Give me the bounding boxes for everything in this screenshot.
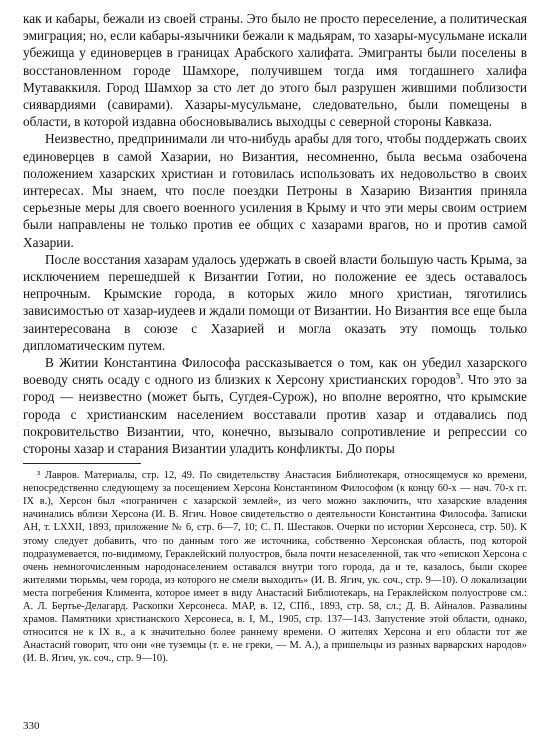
paragraph-4-text-before: В Житии Константина Философа рассказывается о том, как он убедил хазарского воеводу снять осаду с одного из близких к Херсону христианских городов — [23, 355, 527, 388]
footnote-3: ³ Лавров. Материалы, стр. 12, 49. По свидетельству Анастасия Библиотекаря, относящемуся ко времени, непосредственно следующему за посещением Херсона Константином Философом (к концу 60-х — нач. 70-х гг. IX в.), Херсон был «пограничен с хазарской землей», из чего можно заключить, что хазарские владения начинались вблизи Херсона (И. В. Ягич. Новое свидетельство о деятельности Константина Философа. Записки АН, т. LXXII, 1893, приложение № 6, стр. 6—7, 10; С. П. Шестаков. Очерки по истории Херсонеса, стр. 50). К этому следует добавить, что по данным того же источника, собственно Херсонская область, под которой подразумевается, по-видимому, Гераклейский полуостров, была почти незаселенной, так что «епископ Херсона с очень немногочисленным народонаселением оставался внутри того города, да и те, казалось, были скорее жителями тюрьмы, чем города, из которого не смели выходить» (И. В. Ягич, ук. соч., стр. 9—10). О локализации места погребения Климента, которое имеет в виду Анастасий Библиотекарь, на Гераклейском полуострове см.: А. Л. Бертье-Делагард. Раскопки Херсонеса. МАР, в. 12, СПб., 1893, стр. 58, сл.; Д. В. Айналов. Развалины храмов. Памятники христианского Херсонеса, в. I, М., 1905, стр. 137—143. Запустение этой области, однако, относится не к IX в., а к значительно более раннему времени. О жителях Херсона и его области тот же Анастасий говорит, что они «не туземцы (т. е. не греки, — М. А.), а пришельцы из разных варварских народов» (И. В. Ягич, ук. соч., стр. 9—10). — [23, 470, 527, 664]
paragraph-1: как и кабары, бежали из своей страны. Это было не просто переселение, а политическая эмиграция; но, если кабары-язычники бежали к мадьярам, то хазары-мусульмане искали убежища у единоверцев в границах Арабского халифата. Эмигранты были поселены в восстановленном городе Шамхоре, получившем тогда имя тогдашнего халифа Мутаваккиля. Город Шамхор за сто лет до этого был разрушен жившими поблизости сиявардиями (савирами). Хазары-мусульмане, следовательно, были помещены в области, в которой издавна обосновывались выходцы с северной стороны Кавказа. — [23, 11, 527, 130]
main-text — [23, 10, 527, 457]
paragraph-3: После восстания хазарам удалось удержать в своей власти большую часть Крыма, за исключением перешедшей к Византии Готии, но положение ее здесь оставалось непрочным. Крымские города, в которых жило много христиан, тяготились зависимостью от хазар-иудеев и ждали помощи от Византии. Но Византия все еще была заинтересована в союзе с Хазарией и могла оказать эту помощь только дипломатическим путем. — [23, 251, 527, 353]
paragraph-2: Неизвестно, предпринимали ли что-нибудь арабы для того, чтобы поддержать своих единоверцев в самой Хазарии, но Византия, несомненно, была весьма озабочена положением хазарских христиан и готовилась использовать их недовольство в своих интересах. Мы знаем, что после поездки Петроны в Хазарию Византия приняла серьезные меры для своего военного усиления в Крыму и что эти меры своим острием были направлены не только против ее общих с хазарами врагов, но и против самой Хазарии. — [23, 131, 527, 250]
footnote-marker: 3 — [455, 370, 461, 381]
footnote-divider — [23, 463, 141, 464]
paragraph-4 — [23, 354, 527, 457]
paragraph-4-text-after: . Что это за город — неизвестно (может быть, Сугдея-Сурож), но вполне вероятно, что крымские города с христианским населением восставали против хазар и отдавались под покровительство Византии, что, конечно, вызывало сопротивление и репрессии со стороны хазар и старания Византии уладить конфликты. До поры — [23, 372, 527, 457]
page-number: 330 — [23, 720, 40, 732]
